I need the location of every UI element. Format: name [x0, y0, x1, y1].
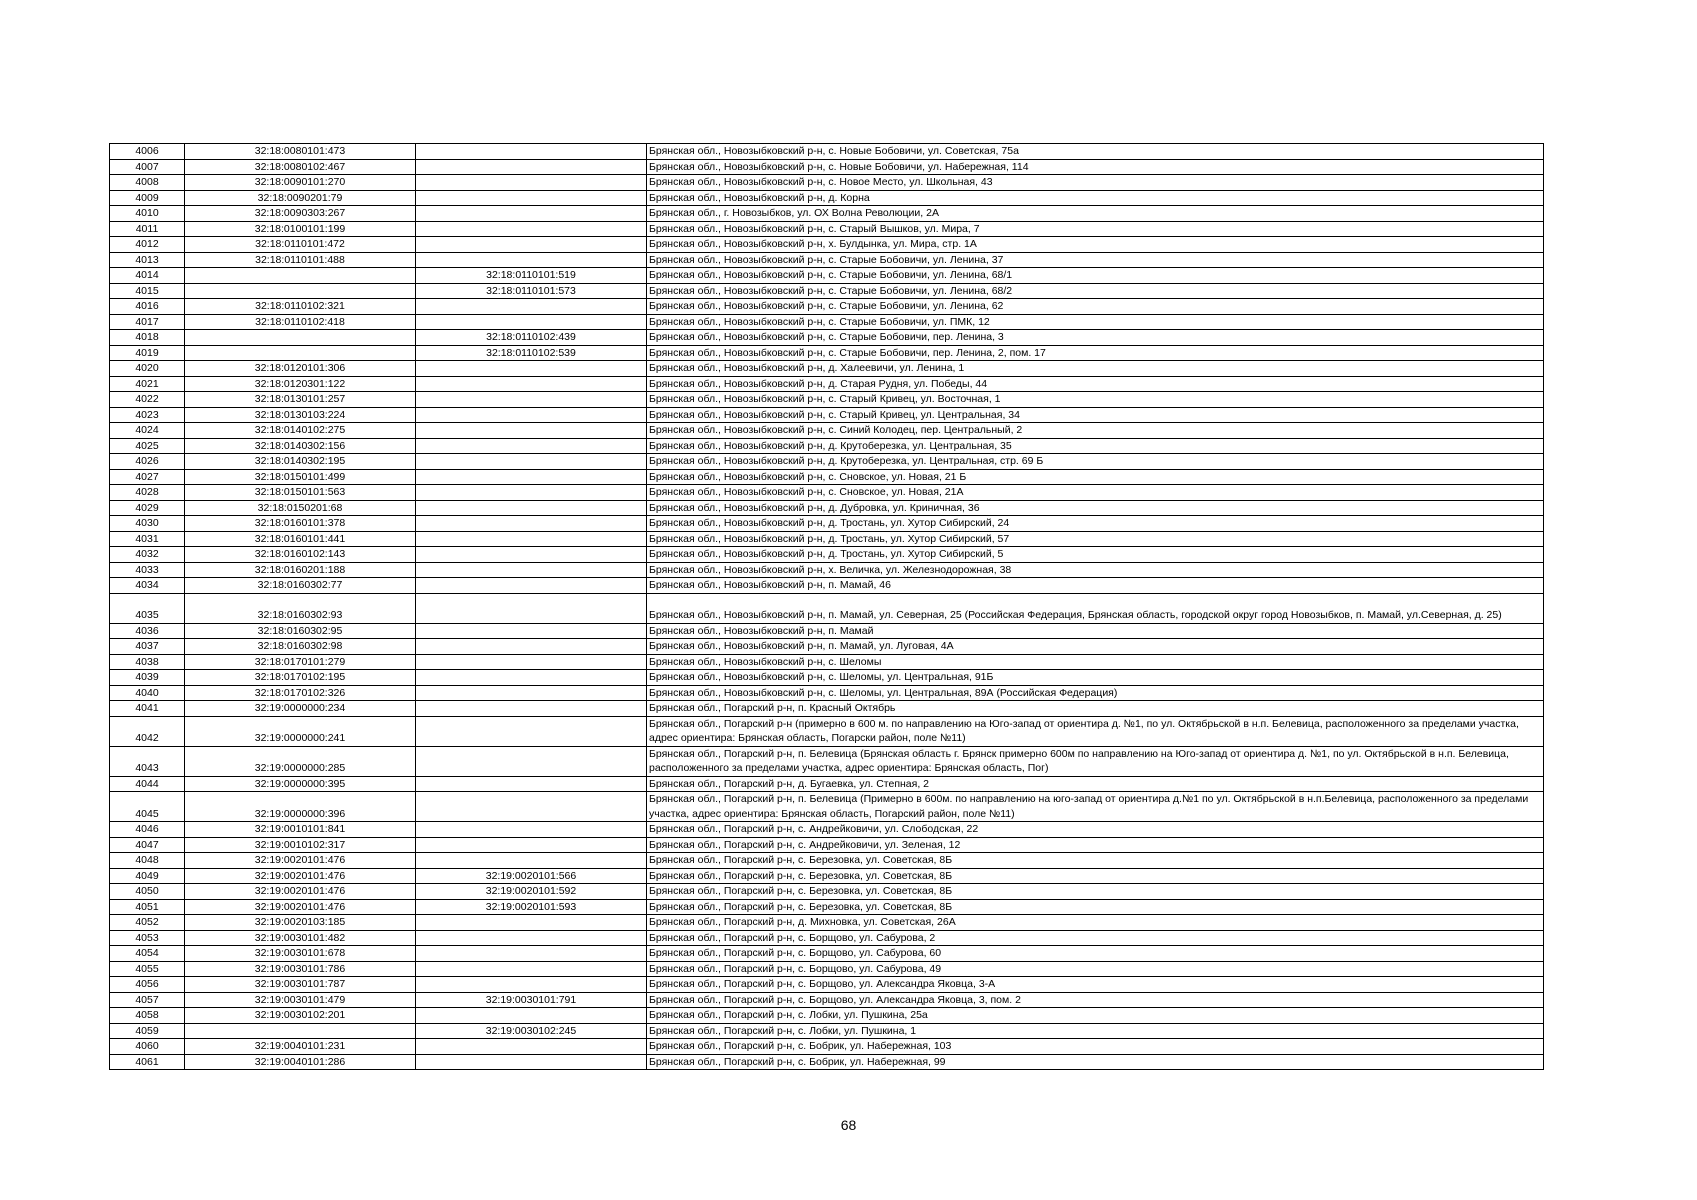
sub-cadastral-number-cell — [416, 961, 647, 977]
address-cell: Брянская обл., Погарский р-н, с. Бобрик, ул. Набережная, 103 — [647, 1039, 1544, 1055]
cadastral-number-cell: 32:18:0140102:275 — [185, 423, 416, 439]
cadastral-number-cell — [185, 345, 416, 361]
address-cell: Брянская обл., Погарский р-н, с. Борщово, ул. Сабурова, 2 — [647, 930, 1544, 946]
cadastral-number-cell: 32:19:0030101:479 — [185, 992, 416, 1008]
row-number-cell: 4012 — [110, 237, 185, 253]
address-cell: Брянская обл., Новозыбковский р-н, д. Халеевичи, ул. Ленина, 1 — [647, 361, 1544, 377]
sub-cadastral-number-cell — [416, 639, 647, 655]
table-row — [110, 822, 1544, 838]
sub-cadastral-number-cell — [416, 299, 647, 315]
table-row — [110, 977, 1544, 993]
sub-cadastral-number-cell: 32:18:0110101:573 — [416, 283, 647, 299]
address-cell: Брянская обл., Погарский р-н, с. Березовка, ул. Советская, 8Б — [647, 868, 1544, 884]
address-cell: Брянская обл., Погарский р-н, п. Красный Октябрь — [647, 701, 1544, 717]
address-cell: Брянская обл., Новозыбковский р-н, с. Новые Бобовичи, ул. Набережная, 114 — [647, 159, 1544, 175]
cadastral-number-cell — [185, 330, 416, 346]
row-number-cell: 4035 — [110, 593, 185, 623]
row-number-cell: 4013 — [110, 252, 185, 268]
sub-cadastral-number-cell — [416, 221, 647, 237]
row-number-cell: 4015 — [110, 283, 185, 299]
table-row — [110, 915, 1544, 931]
table-row — [110, 776, 1544, 792]
table-row — [110, 623, 1544, 639]
address-cell: Брянская обл., Новозыбковский р-н, с. Старые Бобовичи, ул. Ленина, 37 — [647, 252, 1544, 268]
sub-cadastral-number-cell — [416, 376, 647, 392]
table-row — [110, 930, 1544, 946]
cadastral-number-cell: 32:18:0160201:188 — [185, 562, 416, 578]
cadastral-number-cell: 32:19:0000000:241 — [185, 716, 416, 746]
cadastral-number-cell: 32:19:0020101:476 — [185, 899, 416, 915]
sub-cadastral-number-cell — [416, 206, 647, 222]
table-row — [110, 1023, 1544, 1039]
sub-cadastral-number-cell — [416, 469, 647, 485]
table-row — [110, 392, 1544, 408]
sub-cadastral-number-cell: 32:19:0030101:791 — [416, 992, 647, 1008]
cadastral-number-cell: 32:18:0130101:257 — [185, 392, 416, 408]
row-number-cell: 4042 — [110, 716, 185, 746]
cadastral-number-cell: 32:18:0160102:143 — [185, 547, 416, 563]
address-cell: Брянская обл., Новозыбковский р-н, с. Шеломы — [647, 654, 1544, 670]
address-cell: Брянская обл., Новозыбковский р-н, п. Мамай — [647, 623, 1544, 639]
table-row — [110, 961, 1544, 977]
cadastral-number-cell: 32:18:0080102:467 — [185, 159, 416, 175]
row-number-cell: 4022 — [110, 392, 185, 408]
row-number-cell: 4027 — [110, 469, 185, 485]
table-row — [110, 345, 1544, 361]
table-row — [110, 578, 1544, 594]
cadastral-number-cell: 32:18:0100101:199 — [185, 221, 416, 237]
address-cell: Брянская обл., Погарский р-н, с. Лобки, ул. Пушкина, 1 — [647, 1023, 1544, 1039]
row-number-cell: 4058 — [110, 1008, 185, 1024]
row-number-cell: 4018 — [110, 330, 185, 346]
row-number-cell: 4041 — [110, 701, 185, 717]
table-row — [110, 485, 1544, 501]
table-row — [110, 746, 1544, 776]
table-row — [110, 423, 1544, 439]
sub-cadastral-number-cell — [416, 716, 647, 746]
table-row — [110, 237, 1544, 253]
sub-cadastral-number-cell: 32:19:0020101:592 — [416, 884, 647, 900]
row-number-cell: 4023 — [110, 407, 185, 423]
cadastral-number-cell: 32:18:0120101:306 — [185, 361, 416, 377]
cadastral-number-cell: 32:18:0120301:122 — [185, 376, 416, 392]
address-cell: Брянская обл., Погарский р-н, п. Белевица (Брянская область г. Брянск примерно 600м по направлению на Юго-запад от ориентира д. №1, по ул. Октябрьской в н.п. Белевица, расположенного за пределами участка, адрес ориентира: Брянская область, Пог) — [647, 746, 1544, 776]
cadastral-number-cell — [185, 1023, 416, 1039]
address-cell: Брянская обл., Погарский р-н, с. Андрейковичи, ул. Слободская, 22 — [647, 822, 1544, 838]
sub-cadastral-number-cell — [416, 159, 647, 175]
row-number-cell: 4025 — [110, 438, 185, 454]
sub-cadastral-number-cell — [416, 438, 647, 454]
cadastral-number-cell: 32:18:0140302:195 — [185, 454, 416, 470]
table-row — [110, 438, 1544, 454]
address-cell: Брянская обл., Новозыбковский р-н, с. Шеломы, ул. Центральная, 91Б — [647, 670, 1544, 686]
table-row — [110, 853, 1544, 869]
sub-cadastral-number-cell — [416, 1008, 647, 1024]
cadastral-number-cell: 32:18:0110102:418 — [185, 314, 416, 330]
cadastral-number-cell: 32:19:0010102:317 — [185, 837, 416, 853]
row-number-cell: 4011 — [110, 221, 185, 237]
table-row — [110, 562, 1544, 578]
row-number-cell: 4026 — [110, 454, 185, 470]
row-number-cell: 4053 — [110, 930, 185, 946]
address-cell: Брянская обл., Новозыбковский р-н, с. Старый Кривец, ул. Восточная, 1 — [647, 392, 1544, 408]
row-number-cell: 4049 — [110, 868, 185, 884]
row-number-cell: 4048 — [110, 853, 185, 869]
address-cell: Брянская обл., Погарский р-н, с. Березовка, ул. Советская, 8Б — [647, 899, 1544, 915]
address-cell: Брянская обл., Новозыбковский р-н, х. Величка, ул. Железнодорожная, 38 — [647, 562, 1544, 578]
cadastral-number-cell: 32:18:0160302:98 — [185, 639, 416, 655]
table-row — [110, 407, 1544, 423]
row-number-cell: 4046 — [110, 822, 185, 838]
row-number-cell: 4060 — [110, 1039, 185, 1055]
cadastral-number-cell: 32:19:0030102:201 — [185, 1008, 416, 1024]
cadastral-number-cell: 32:18:0140302:156 — [185, 438, 416, 454]
cadastral-number-cell: 32:18:0090101:270 — [185, 175, 416, 191]
address-cell: Брянская обл., Новозыбковский р-н, д. Тростань, ул. Хутор Сибирский, 57 — [647, 531, 1544, 547]
address-cell: Брянская обл., Новозыбковский р-н, с. Новые Бобовичи, ул. Советская, 75а — [647, 144, 1544, 160]
sub-cadastral-number-cell — [416, 175, 647, 191]
table-row — [110, 252, 1544, 268]
row-number-cell: 4040 — [110, 685, 185, 701]
address-cell: Брянская обл., Погарский р-н, с. Борщово, ул. Сабурова, 60 — [647, 946, 1544, 962]
cadastral-number-cell: 32:19:0020101:476 — [185, 884, 416, 900]
row-number-cell: 4014 — [110, 268, 185, 284]
cadastral-number-cell: 32:19:0020101:476 — [185, 853, 416, 869]
table-row — [110, 144, 1544, 160]
cadastral-number-cell: 32:18:0150101:499 — [185, 469, 416, 485]
table-row — [110, 792, 1544, 822]
cadastral-number-cell: 32:18:0150101:563 — [185, 485, 416, 501]
address-cell: Брянская обл., Погарский р-н, с. Борщово, ул. Александра Яковца, 3, пом. 2 — [647, 992, 1544, 1008]
sub-cadastral-number-cell — [416, 746, 647, 776]
table-row — [110, 547, 1544, 563]
address-cell: Брянская обл., Погарский р-н, с. Березовка, ул. Советская, 8Б — [647, 853, 1544, 869]
row-number-cell: 4032 — [110, 547, 185, 563]
sub-cadastral-number-cell — [416, 946, 647, 962]
row-number-cell: 4020 — [110, 361, 185, 377]
row-number-cell: 4052 — [110, 915, 185, 931]
cadastral-number-cell: 32:18:0110101:488 — [185, 252, 416, 268]
address-cell: Брянская обл., Новозыбковский р-н, с. Синий Колодец, пер. Центральный, 2 — [647, 423, 1544, 439]
sub-cadastral-number-cell — [416, 423, 647, 439]
sub-cadastral-number-cell — [416, 685, 647, 701]
cadastral-number-cell: 32:18:0170102:195 — [185, 670, 416, 686]
address-cell: Брянская обл., Новозыбковский р-н, д. Корна — [647, 190, 1544, 206]
address-cell: Брянская обл., Новозыбковский р-н, с. Старый Кривец, ул. Центральная, 34 — [647, 407, 1544, 423]
sub-cadastral-number-cell — [416, 822, 647, 838]
address-cell: Брянская обл., Новозыбковский р-н, с. Шеломы, ул. Центральная, 89А (Российская Федерация) — [647, 685, 1544, 701]
page-number: 68 — [840, 1117, 857, 1133]
address-cell: Брянская обл., Новозыбковский р-н, п. Мамай, ул. Луговая, 4А — [647, 639, 1544, 655]
cadastral-number-cell: 32:19:0000000:396 — [185, 792, 416, 822]
sub-cadastral-number-cell — [416, 776, 647, 792]
row-number-cell: 4051 — [110, 899, 185, 915]
address-cell: Брянская обл., Новозыбковский р-н, д. Тростань, ул. Хутор Сибирский, 5 — [647, 547, 1544, 563]
cadastral-number-cell: 32:18:0110101:472 — [185, 237, 416, 253]
sub-cadastral-number-cell — [416, 670, 647, 686]
row-number-cell: 4059 — [110, 1023, 185, 1039]
cadastral-number-cell: 32:19:0000000:285 — [185, 746, 416, 776]
cadastral-number-cell: 32:18:0080101:473 — [185, 144, 416, 160]
sub-cadastral-number-cell — [416, 1054, 647, 1070]
row-number-cell: 4007 — [110, 159, 185, 175]
address-cell: Брянская обл., Новозыбковский р-н, с. Сновское, ул. Новая, 21 Б — [647, 469, 1544, 485]
address-cell: Брянская обл., Новозыбковский р-н, с. Старые Бобовичи, пер. Ленина, 3 — [647, 330, 1544, 346]
cadastral-number-cell: 32:18:0150201:68 — [185, 500, 416, 516]
sub-cadastral-number-cell — [416, 1039, 647, 1055]
address-cell: Брянская обл., Погарский р-н, с. Борщово, ул. Сабурова, 49 — [647, 961, 1544, 977]
table-row — [110, 531, 1544, 547]
cadastral-number-cell: 32:19:0010101:841 — [185, 822, 416, 838]
address-cell: Брянская обл., Новозыбковский р-н, с. Старые Бобовичи, пер. Ленина, 2, пом. 17 — [647, 345, 1544, 361]
address-cell: Брянская обл., Новозыбковский р-н, с. Новое Место, ул. Школьная, 43 — [647, 175, 1544, 191]
cadastral-number-cell: 32:18:0090201:79 — [185, 190, 416, 206]
sub-cadastral-number-cell: 32:19:0020101:593 — [416, 899, 647, 915]
sub-cadastral-number-cell: 32:19:0030102:245 — [416, 1023, 647, 1039]
row-number-cell: 4017 — [110, 314, 185, 330]
row-number-cell: 4029 — [110, 500, 185, 516]
sub-cadastral-number-cell: 32:19:0020101:566 — [416, 868, 647, 884]
cadastral-number-cell: 32:18:0160302:77 — [185, 578, 416, 594]
address-cell: Брянская обл., Новозыбковский р-н, п. Мамай, 46 — [647, 578, 1544, 594]
row-number-cell: 4034 — [110, 578, 185, 594]
cadastral-number-cell: 32:19:0020103:185 — [185, 915, 416, 931]
row-number-cell: 4057 — [110, 992, 185, 1008]
address-cell: Брянская обл., Новозыбковский р-н, с. Старые Бобовичи, ул. ПМК, 12 — [647, 314, 1544, 330]
row-number-cell: 4055 — [110, 961, 185, 977]
address-cell: Брянская обл., Новозыбковский р-н, д. Тростань, ул. Хутор Сибирский, 24 — [647, 516, 1544, 532]
cadastral-number-cell: 32:18:0170102:326 — [185, 685, 416, 701]
sub-cadastral-number-cell: 32:18:0110101:519 — [416, 268, 647, 284]
table-row — [110, 454, 1544, 470]
row-number-cell: 4039 — [110, 670, 185, 686]
address-cell: Брянская обл., Новозыбковский р-н, с. Старый Вышков, ул. Мира, 7 — [647, 221, 1544, 237]
table-row — [110, 670, 1544, 686]
row-number-cell: 4008 — [110, 175, 185, 191]
table-row — [110, 299, 1544, 315]
sub-cadastral-number-cell — [416, 485, 647, 501]
table-row — [110, 159, 1544, 175]
address-cell: Брянская обл., Погарский р-н, с. Андрейковичи, ул. Зеленая, 12 — [647, 837, 1544, 853]
row-number-cell: 4037 — [110, 639, 185, 655]
table-row — [110, 685, 1544, 701]
address-cell: Брянская обл., Погарский р-н, п. Белевица (Примерно в 600м. по направлению на юго-запад от ориентира д.№1 по ул. Октябрьской в н.п.Белевица, расположенного за пределами участка, адрес ориентира: Брянская область, Погарский район, поле №11) — [647, 792, 1544, 822]
records-table — [109, 143, 1544, 1070]
row-number-cell: 4033 — [110, 562, 185, 578]
table-row — [110, 469, 1544, 485]
address-cell: Брянская обл., Погарский р-н (примерно в 600 м. по направлению на Юго-запад от ориентира д. №1, по ул. Октябрьской в н.п. Белевица, расположенного за пределами участка, адрес ориентира: Брянская область, Погарски район, поле №11) — [647, 716, 1544, 746]
row-number-cell: 4024 — [110, 423, 185, 439]
sub-cadastral-number-cell — [416, 407, 647, 423]
sub-cadastral-number-cell — [416, 252, 647, 268]
table-row — [110, 330, 1544, 346]
cadastral-number-cell: 32:19:0030101:482 — [185, 930, 416, 946]
cadastral-number-cell: 32:18:0170101:279 — [185, 654, 416, 670]
table-row — [110, 1054, 1544, 1070]
sub-cadastral-number-cell — [416, 190, 647, 206]
address-cell: Брянская обл., Новозыбковский р-н, х. Булдынка, ул. Мира, стр. 1А — [647, 237, 1544, 253]
table-row — [110, 593, 1544, 623]
address-cell: Брянская обл., Новозыбковский р-н, с. Старые Бобовичи, ул. Ленина, 62 — [647, 299, 1544, 315]
row-number-cell: 4045 — [110, 792, 185, 822]
sub-cadastral-number-cell — [416, 701, 647, 717]
row-number-cell: 4036 — [110, 623, 185, 639]
sub-cadastral-number-cell: 32:18:0110102:439 — [416, 330, 647, 346]
sub-cadastral-number-cell — [416, 792, 647, 822]
table-row — [110, 946, 1544, 962]
address-cell: Брянская обл., Новозыбковский р-н, с. Старые Бобовичи, ул. Ленина, 68/1 — [647, 268, 1544, 284]
table-row — [110, 654, 1544, 670]
cadastral-number-cell: 32:18:0110102:321 — [185, 299, 416, 315]
sub-cadastral-number-cell — [416, 977, 647, 993]
sub-cadastral-number-cell — [416, 623, 647, 639]
row-number-cell: 4006 — [110, 144, 185, 160]
cadastral-number-cell: 32:18:0160101:441 — [185, 531, 416, 547]
cadastral-number-cell: 32:19:0030101:678 — [185, 946, 416, 962]
table-row — [110, 992, 1544, 1008]
records-table-body — [110, 144, 1544, 1070]
sub-cadastral-number-cell — [416, 531, 647, 547]
table-row — [110, 283, 1544, 299]
address-cell: Брянская обл., Новозыбковский р-н, д. Крутоберезка, ул. Центральная, 35 — [647, 438, 1544, 454]
table-row — [110, 1039, 1544, 1055]
cadastral-number-cell: 32:18:0160302:95 — [185, 623, 416, 639]
table-row — [110, 314, 1544, 330]
address-cell: Брянская обл., Новозыбковский р-н, п. Мамай, ул. Северная, 25 (Российская Федерация, Брянская область, городской округ город Новозыбков, п. Мамай, ул.Северная, д. 25) — [647, 593, 1544, 623]
table-row — [110, 268, 1544, 284]
address-cell: Брянская обл., Погарский р-н, д. Михновка, ул. Советская, 26А — [647, 915, 1544, 931]
table-row — [110, 190, 1544, 206]
sub-cadastral-number-cell — [416, 915, 647, 931]
sub-cadastral-number-cell — [416, 578, 647, 594]
sub-cadastral-number-cell — [416, 314, 647, 330]
table-row — [110, 639, 1544, 655]
row-number-cell: 4028 — [110, 485, 185, 501]
address-cell: Брянская обл., Погарский р-н, с. Лобки, ул. Пушкина, 25а — [647, 1008, 1544, 1024]
cadastral-number-cell: 32:19:0030101:787 — [185, 977, 416, 993]
sub-cadastral-number-cell — [416, 392, 647, 408]
table-row — [110, 516, 1544, 532]
row-number-cell: 4056 — [110, 977, 185, 993]
sub-cadastral-number-cell — [416, 562, 647, 578]
row-number-cell: 4016 — [110, 299, 185, 315]
sub-cadastral-number-cell — [416, 237, 647, 253]
row-number-cell: 4031 — [110, 531, 185, 547]
row-number-cell: 4061 — [110, 1054, 185, 1070]
row-number-cell: 4047 — [110, 837, 185, 853]
address-cell: Брянская обл., Погарский р-н, с. Бобрик, ул. Набережная, 99 — [647, 1054, 1544, 1070]
row-number-cell: 4038 — [110, 654, 185, 670]
cadastral-number-cell: 32:19:0040101:231 — [185, 1039, 416, 1055]
table-row — [110, 899, 1544, 915]
table-row — [110, 175, 1544, 191]
cadastral-number-cell — [185, 268, 416, 284]
address-cell: Брянская обл., Новозыбковский р-н, д. Дубровка, ул. Криничная, 36 — [647, 500, 1544, 516]
address-cell: Брянская обл., Новозыбковский р-н, д. Крутоберезка, ул. Центральная, стр. 69 Б — [647, 454, 1544, 470]
cadastral-number-cell: 32:19:0000000:234 — [185, 701, 416, 717]
cadastral-number-cell: 32:19:0000000:395 — [185, 776, 416, 792]
table-row — [110, 884, 1544, 900]
table-row — [110, 500, 1544, 516]
table-row — [110, 361, 1544, 377]
sub-cadastral-number-cell — [416, 500, 647, 516]
table-row — [110, 868, 1544, 884]
row-number-cell: 4050 — [110, 884, 185, 900]
address-cell: Брянская обл., Новозыбковский р-н, с. Сновское, ул. Новая, 21А — [647, 485, 1544, 501]
row-number-cell: 4010 — [110, 206, 185, 222]
sub-cadastral-number-cell: 32:18:0110102:539 — [416, 345, 647, 361]
row-number-cell: 4009 — [110, 190, 185, 206]
row-number-cell: 4019 — [110, 345, 185, 361]
table-row — [110, 376, 1544, 392]
cadastral-number-cell — [185, 283, 416, 299]
address-cell: Брянская обл., Погарский р-н, с. Березовка, ул. Советская, 8Б — [647, 884, 1544, 900]
row-number-cell: 4044 — [110, 776, 185, 792]
sub-cadastral-number-cell — [416, 837, 647, 853]
sub-cadastral-number-cell — [416, 853, 647, 869]
row-number-cell: 4054 — [110, 946, 185, 962]
cadastral-number-cell: 32:19:0040101:286 — [185, 1054, 416, 1070]
table-row — [110, 221, 1544, 237]
table-row — [110, 837, 1544, 853]
sub-cadastral-number-cell — [416, 593, 647, 623]
sub-cadastral-number-cell — [416, 654, 647, 670]
address-cell: Брянская обл., Новозыбковский р-н, с. Старые Бобовичи, ул. Ленина, 68/2 — [647, 283, 1544, 299]
table-row — [110, 206, 1544, 222]
table-row — [110, 716, 1544, 746]
address-cell: Брянская обл., Погарский р-н, д. Бугаевка, ул. Степная, 2 — [647, 776, 1544, 792]
cadastral-number-cell: 32:19:0020101:476 — [185, 868, 416, 884]
row-number-cell: 4030 — [110, 516, 185, 532]
row-number-cell: 4043 — [110, 746, 185, 776]
address-cell: Брянская обл., Новозыбковский р-н, д. Старая Рудня, ул. Победы, 44 — [647, 376, 1544, 392]
table-row — [110, 701, 1544, 717]
sub-cadastral-number-cell — [416, 454, 647, 470]
sub-cadastral-number-cell — [416, 361, 647, 377]
cadastral-number-cell: 32:19:0030101:786 — [185, 961, 416, 977]
sub-cadastral-number-cell — [416, 547, 647, 563]
cadastral-number-cell: 32:18:0160101:378 — [185, 516, 416, 532]
address-cell: Брянская обл., Погарский р-н, с. Борщово, ул. Александра Яковца, 3-А — [647, 977, 1544, 993]
cadastral-number-cell: 32:18:0130103:224 — [185, 407, 416, 423]
sub-cadastral-number-cell — [416, 930, 647, 946]
cadastral-number-cell: 32:18:0160302:93 — [185, 593, 416, 623]
cadastral-number-cell: 32:18:0090303:267 — [185, 206, 416, 222]
sub-cadastral-number-cell — [416, 144, 647, 160]
table-row — [110, 1008, 1544, 1024]
address-cell: Брянская обл., г. Новозыбков, ул. ОХ Волна Революции, 2А — [647, 206, 1544, 222]
sub-cadastral-number-cell — [416, 516, 647, 532]
row-number-cell: 4021 — [110, 376, 185, 392]
